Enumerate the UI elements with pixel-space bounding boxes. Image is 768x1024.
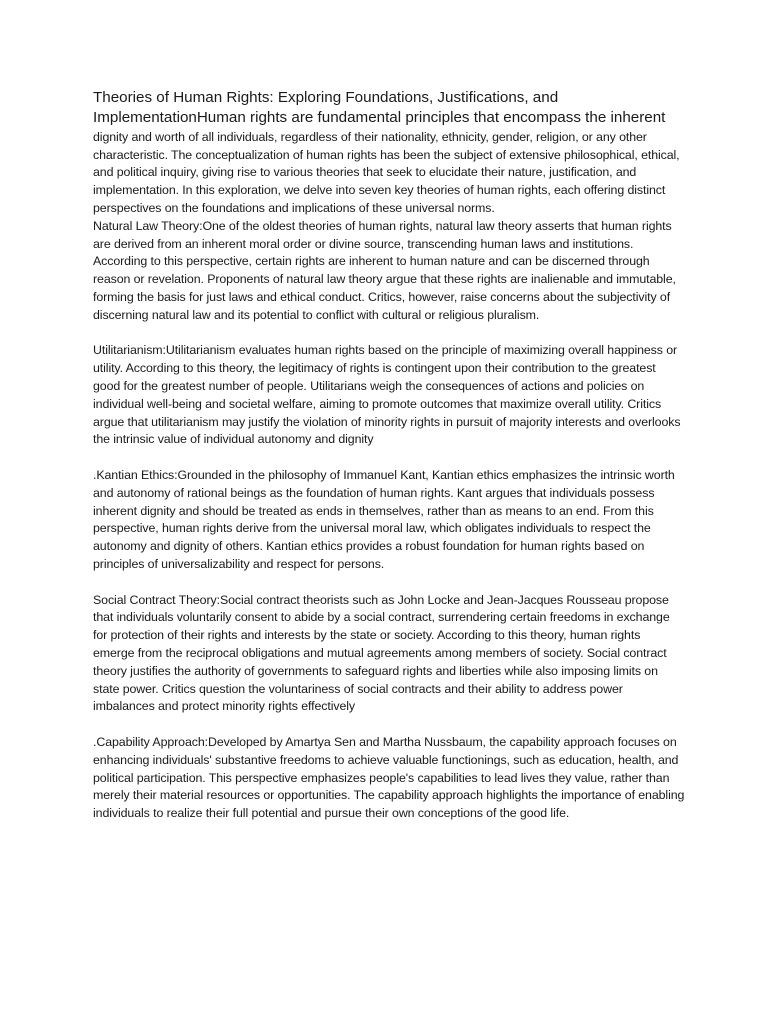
paragraph-capability-approach: .Capability Approach:Developed by Amartya Sen and Martha Nussbaum, the capability approach focuses on enhancing individuals' substantive freedoms to achieve valuable functionings, such as education, health, and political participation. This perspective emphasizes people's capabilities to lead lives they value, rather than merely their material resources or opportunities. The capability approach highlights the importance of enabling individuals to realize their full potential and pursue their own conceptions of the good life.	[93, 734, 685, 821]
document-title: Theories of Human Rights: Exploring Foundations, Justifications, and ImplementationHuman rights are fundamental principles that encompass the inherent	[93, 89, 666, 127]
paragraph-natural-law: Natural Law Theory:One of the oldest theories of human rights, natural law theory asserts that human rights are derived from an inherent moral order or divine source, transcending human laws and institutions. According to this perspective, certain rights are inherent to human nature and can be discerned through reason or revelation. Proponents of natural law theory argue that these rights are inalienable and immutable, forming the basis for just laws and ethical conduct. Critics, however, raise concerns about the subjectivity of discerning natural law and its potential to conflict with cultural or religious pluralism.	[93, 218, 676, 322]
intro-text: dignity and worth of all individuals, regardless of their nationality, ethnicity, gender, religion, or any other characteristic. The conceptualization of human rights has been the subject of extensive philosophical, ethical, and political inquiry, giving rise to various theories that seek to elucidate their nature, justification, and implementation. In this exploration, we delve into seven key theories of human rights, each offering distinct perspectives on the foundations and implications of these universal norms.	[93, 129, 680, 215]
paragraph-social-contract: Social Contract Theory:Social contract theorists such as John Locke and Jean-Jacques Rousseau propose that individuals voluntarily consent to abide by a social contract, surrendering certain freedoms in exchange for protection of their rights and interests by the state or society. According to this theory, human rights emerge from the reciprocal obligations and mutual agreements among members of society. Social contract theory justifies the authority of governments to safeguard rights and liberties while also imposing limits on state power. Critics question the voluntariness of social contracts and their ability to address power imbalances and protect minority rights effectively	[93, 592, 670, 714]
paragraph-kantian-ethics: .Kantian Ethics:Grounded in the philosophy of Immanuel Kant, Kantian ethics emphasizes the intrinsic worth and autonomy of rational beings as the foundation of human rights. Kant argues that individuals possess inherent dignity and should be treated as ends in themselves, rather than as means to an end. From this perspective, human rights derive from the universal moral law, which obligates individuals to respect the autonomy and dignity of others. Kantian ethics provides a robust foundation for human rights based on principles of universalizability and respect for persons.	[93, 467, 675, 571]
intro-paragraph	[93, 88, 685, 218]
document-body	[93, 88, 685, 823]
paragraph-utilitarianism: Utilitarianism:Utilitarianism evaluates human rights based on the principle of maximizing overall happiness or utility. According to this theory, the legitimacy of rights is contingent upon their contribution to the greatest good for the greatest number of people. Utilitarians weigh the consequences of actions and policies on individual well-being and societal welfare, aiming to promote outcomes that maximize overall utility. Critics argue that utilitarianism may justify the violation of minority rights in pursuit of majority interests and overlooks the intrinsic value of individual autonomy and dignity	[93, 343, 681, 447]
